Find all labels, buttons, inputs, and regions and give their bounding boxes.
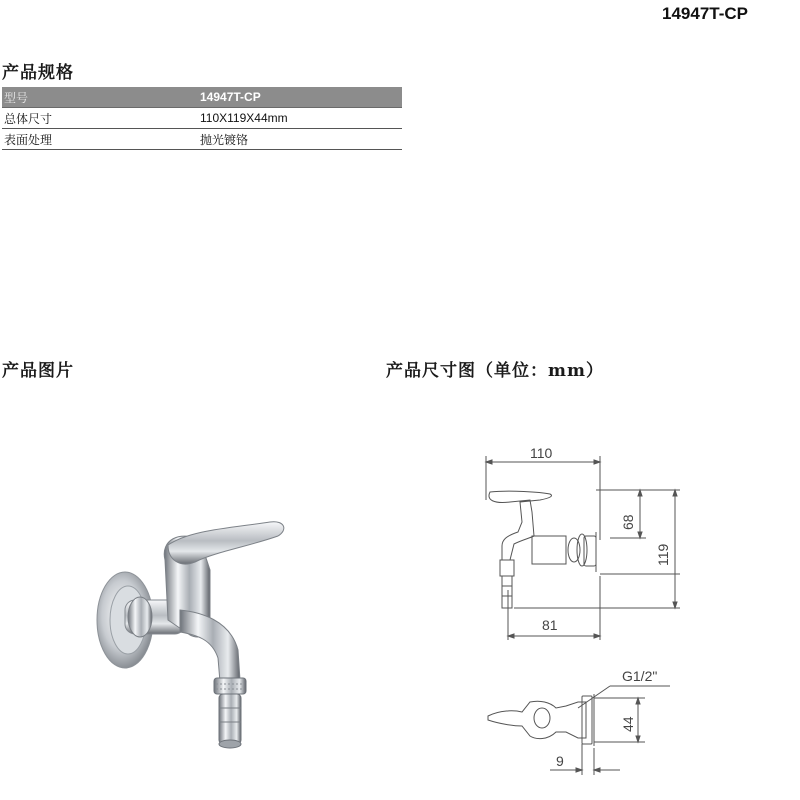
specs-section-title: 产品规格: [2, 63, 74, 83]
model-number-header: 14947T-CP: [662, 4, 748, 23]
photo-section-title: 产品图片: [2, 361, 74, 381]
spec-label: 型号: [2, 87, 198, 108]
spec-table: [2, 87, 402, 150]
spec-label: 表面处理: [2, 129, 198, 150]
table-row: [2, 129, 402, 150]
dim-height-total-label: 119: [655, 543, 671, 566]
dim-height-upper-label: 68: [620, 514, 636, 530]
spec-value: 110X119X44mm: [198, 108, 402, 129]
drawing-section-title: 产品尺寸图（单位：mm）: [386, 361, 604, 381]
spec-value: 14947T-CP: [198, 87, 402, 108]
spec-label: 总体尺寸: [2, 108, 198, 129]
spec-value: 抛光镀铬: [198, 129, 402, 150]
dim-flange-label: 9: [556, 753, 564, 769]
dim-spout-length-label: 81: [542, 617, 558, 633]
dimension-drawing: [470, 440, 790, 785]
table-row: [2, 87, 402, 108]
dim-width-label: 110: [530, 445, 553, 461]
dim-depth-label: 44: [620, 716, 636, 732]
faucet-product-image: [80, 500, 310, 760]
dim-thread-label: G1/2": [622, 668, 658, 684]
table-row: [2, 108, 402, 129]
